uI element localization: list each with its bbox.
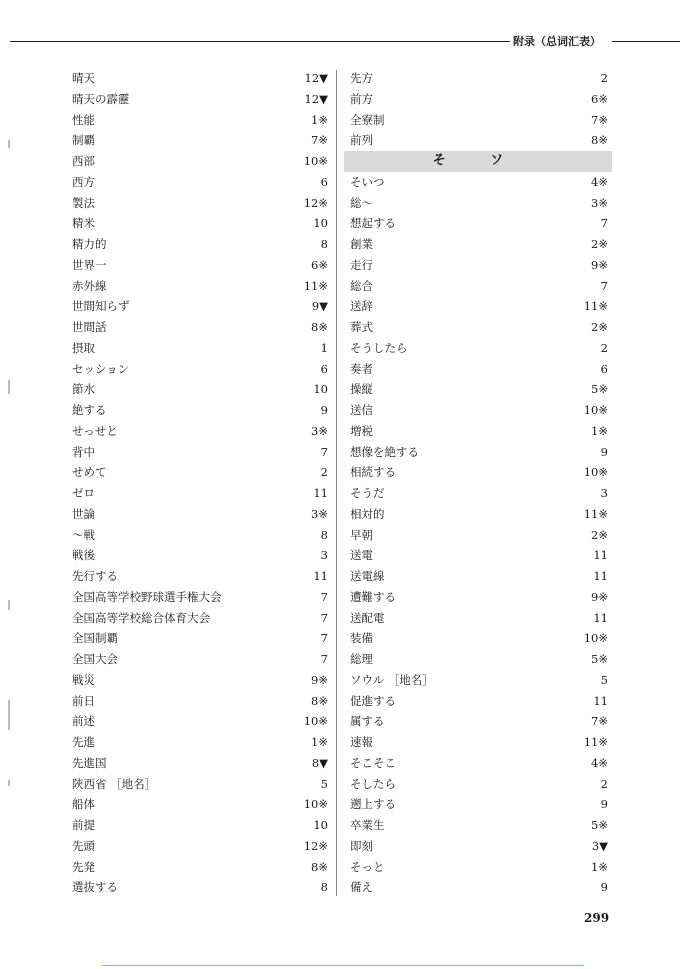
entry-lesson-number: 11 [593, 693, 608, 708]
glossary-entry [350, 442, 608, 463]
glossary-entry [72, 774, 328, 795]
entry-lesson-number: 3※ [591, 195, 608, 210]
entry-lesson-number: 7 [320, 652, 328, 666]
glossary-entry [72, 566, 328, 587]
entry-lesson-number: 9 [320, 403, 328, 417]
section-heading-so: そ ソ [344, 151, 612, 172]
glossary-entry [72, 400, 328, 421]
glossary-entry [350, 815, 608, 836]
glossary-entry [72, 857, 328, 878]
glossary-entry [350, 276, 608, 297]
entry-lesson-number: 8 [320, 527, 328, 542]
glossary-entry [350, 68, 608, 89]
entry-lesson-number: 8 [320, 237, 328, 251]
entry-lesson-number: 6 [320, 361, 328, 376]
glossary-entry [350, 794, 608, 815]
entry-lesson-number: 10※ [583, 631, 608, 646]
entry-lesson-number: 8▼ [311, 755, 328, 770]
entry-lesson-number: 8※ [311, 320, 328, 334]
entry-word: 前提 [72, 818, 95, 832]
entry-word: 先方 [350, 71, 373, 85]
entry-lesson-number: 3※ [311, 423, 328, 438]
entry-word: 西方 [72, 174, 95, 189]
entry-word: 送配電 [350, 610, 385, 625]
entry-lesson-number: 1※ [311, 112, 328, 127]
entry-lesson-number: 3 [320, 548, 328, 563]
entry-lesson-number: 6※ [591, 91, 608, 106]
entry-word: 精力的 [72, 237, 107, 251]
entry-lesson-number: 11 [313, 486, 328, 500]
entry-word: 先発 [72, 859, 95, 874]
glossary-entry [72, 234, 328, 255]
glossary-entry [350, 234, 608, 255]
glossary-entry [72, 421, 328, 442]
entry-word: 総合 [350, 278, 373, 293]
entry-lesson-number: 10※ [303, 154, 328, 168]
entry-lesson-number: 12※ [303, 838, 328, 853]
entry-lesson-number: 1※ [591, 859, 608, 874]
glossary-entry [350, 628, 608, 649]
entry-lesson-number: 8 [320, 880, 328, 895]
entry-word: 総～ [350, 195, 373, 210]
entry-lesson-number: 3▼ [591, 838, 608, 853]
entry-word: 船体 [72, 797, 95, 812]
glossary-entry [72, 608, 328, 629]
glossary-entry [72, 276, 328, 297]
entry-lesson-number: 9※ [591, 257, 608, 272]
entry-word: 送信 [350, 403, 373, 417]
glossary-entry [72, 213, 328, 234]
entry-word: 前述 [72, 714, 95, 729]
glossary-entry [72, 193, 328, 214]
entry-word: 世間知らず [72, 299, 130, 314]
glossary-entry [350, 566, 608, 587]
glossary-entry [350, 711, 608, 732]
glossary-entry [72, 89, 328, 110]
entry-word: 総理 [350, 652, 373, 666]
glossary-entry [72, 359, 328, 380]
glossary-entry [350, 421, 608, 442]
glossary-entry [72, 836, 328, 857]
entry-lesson-number: 12※ [303, 195, 328, 210]
entry-word: 想像を絶する [350, 444, 419, 459]
scan-artifacts [8, 80, 12, 880]
entry-word: 遡上する [350, 797, 396, 812]
glossary-entry [350, 670, 608, 691]
glossary-entry [72, 587, 328, 608]
entry-lesson-number: 1※ [591, 423, 608, 438]
glossary-entry [72, 794, 328, 815]
glossary-entry [72, 442, 328, 463]
entry-word: 属する [350, 714, 385, 729]
entry-word: 早朝 [350, 527, 373, 542]
glossary-entry [350, 857, 608, 878]
entry-word: 世論 [72, 506, 95, 521]
glossary-entry [350, 649, 608, 670]
glossary-entry [350, 110, 608, 131]
glossary-entry [350, 379, 608, 400]
entry-word: ゼロ [72, 486, 95, 500]
glossary-entry [72, 110, 328, 131]
entry-lesson-number: 6 [600, 361, 608, 376]
entry-lesson-number: 3 [600, 486, 608, 500]
entry-word: 全国高等学校野球選手権大会 [72, 589, 222, 604]
left-column [72, 68, 328, 898]
header-rule-right [612, 41, 680, 42]
entry-word: 送辞 [350, 299, 373, 314]
entry-word: ソウル ［地名］ [350, 672, 434, 687]
entry-lesson-number: 7 [320, 610, 328, 625]
entry-word: 西部 [72, 154, 95, 168]
entry-word: 装備 [350, 631, 373, 646]
entry-lesson-number: 10※ [303, 714, 328, 729]
entry-word: 世界一 [72, 257, 107, 272]
entry-word: 全国高等学校総合体育大会 [72, 610, 210, 625]
entry-lesson-number: 1※ [311, 735, 328, 749]
entry-lesson-number: 12▼ [304, 91, 328, 106]
entry-lesson-number: 11 [593, 610, 608, 625]
entry-word: 速報 [350, 735, 373, 749]
glossary-entry [72, 525, 328, 546]
glossary-entry [350, 836, 608, 857]
entry-word: 葬式 [350, 320, 373, 334]
glossary-entry [72, 172, 328, 193]
glossary-entry [72, 545, 328, 566]
entry-lesson-number: 7 [600, 278, 608, 293]
entry-word: 前日 [72, 693, 95, 708]
entry-word: 摂取 [72, 340, 95, 355]
entry-lesson-number: 8※ [311, 859, 328, 874]
entry-word: 戦災 [72, 672, 95, 687]
entry-word: 全国制覇 [72, 631, 118, 646]
entry-lesson-number: 9 [600, 444, 608, 459]
entry-word: ～戦 [72, 527, 95, 542]
entry-word: セッション [72, 361, 130, 376]
entry-lesson-number: 9※ [591, 589, 608, 604]
entry-word: 赤外線 [72, 278, 107, 293]
entry-lesson-number: 11※ [583, 735, 608, 749]
glossary-entry [72, 732, 328, 753]
entry-word: そいつ [350, 174, 385, 189]
entry-word: 節水 [72, 382, 95, 397]
entry-lesson-number: 7 [320, 444, 328, 459]
glossary-entry [72, 338, 328, 359]
entry-word: 走行 [350, 257, 373, 272]
entry-lesson-number: 10※ [583, 465, 608, 480]
glossary-entry [350, 483, 608, 504]
header-rule-left [10, 41, 510, 42]
entry-word: 送電 [350, 548, 373, 563]
entry-lesson-number: 10 [313, 216, 328, 231]
entry-lesson-number: 2※ [591, 237, 608, 251]
glossary-entry [72, 379, 328, 400]
glossary-entry [72, 877, 328, 898]
entry-word: 先進国 [72, 755, 107, 770]
entry-lesson-number: 11 [593, 569, 608, 583]
entry-word: 創業 [350, 237, 373, 251]
glossary-entry [72, 815, 328, 836]
entry-word: 相続する [350, 465, 396, 480]
entry-word: 晴天 [72, 71, 95, 85]
entry-word: そっと [350, 859, 385, 874]
entry-word: 全寮制 [350, 112, 385, 127]
entry-lesson-number: 11※ [303, 278, 328, 293]
glossary-entry [350, 587, 608, 608]
entry-lesson-number: 12▼ [304, 71, 328, 85]
entry-lesson-number: 4※ [591, 174, 608, 189]
right-column-top-entries [350, 68, 608, 151]
entry-word: 先行する [72, 569, 118, 583]
entry-lesson-number: 11※ [583, 299, 608, 314]
entry-word: 先頭 [72, 838, 95, 853]
entry-word: 操縦 [350, 382, 373, 397]
glossary-entry [350, 877, 608, 898]
entry-lesson-number: 7 [320, 589, 328, 604]
entry-word: そうしたら [350, 340, 408, 355]
entry-lesson-number: 2※ [591, 320, 608, 334]
entry-lesson-number: 9※ [311, 672, 328, 687]
entry-lesson-number: 11 [593, 548, 608, 563]
glossary-entry [72, 483, 328, 504]
glossary-entry [72, 649, 328, 670]
entry-word: 全国大会 [72, 652, 118, 666]
entry-word: 奏者 [350, 361, 373, 376]
entry-word: 遭難する [350, 589, 396, 604]
entry-lesson-number: 8※ [591, 133, 608, 148]
page-number [584, 911, 610, 925]
entry-lesson-number: 6 [320, 174, 328, 189]
glossary-entry [350, 753, 608, 774]
glossary-entry [72, 151, 328, 172]
entry-word: 想起する [350, 216, 396, 231]
entry-word: 制覇 [72, 133, 95, 148]
glossary-entry [72, 462, 328, 483]
entry-lesson-number: 8※ [311, 693, 328, 708]
entry-lesson-number: 9 [600, 797, 608, 812]
entry-lesson-number: 11※ [583, 506, 608, 521]
entry-word: 増税 [350, 423, 373, 438]
glossary-entry [350, 504, 608, 525]
glossary-entry [72, 68, 328, 89]
entry-lesson-number: 9 [600, 880, 608, 895]
glossary-entry [72, 753, 328, 774]
glossary-entry [350, 462, 608, 483]
glossary-entry [350, 400, 608, 421]
glossary-entry [72, 130, 328, 151]
entry-word: 世間話 [72, 320, 107, 334]
entry-word: 精米 [72, 216, 95, 231]
entry-word: 背中 [72, 444, 95, 459]
entry-lesson-number: 10 [313, 382, 328, 397]
entry-word: 選抜する [72, 880, 118, 895]
right-column [350, 68, 608, 898]
glossary-entry [350, 338, 608, 359]
entry-lesson-number: 7 [600, 216, 608, 231]
entry-lesson-number: 5※ [591, 818, 608, 832]
entry-lesson-number: 3※ [311, 506, 328, 521]
entry-lesson-number: 6※ [311, 257, 328, 272]
glossary-entry [350, 130, 608, 151]
entry-lesson-number: 5※ [591, 382, 608, 397]
glossary-entry [350, 213, 608, 234]
entry-lesson-number: 10※ [303, 797, 328, 812]
glossary-entry [72, 296, 328, 317]
entry-word: そうだ [350, 486, 385, 500]
glossary-entry [350, 608, 608, 629]
glossary-entry [350, 296, 608, 317]
entry-word: 備え [350, 880, 373, 895]
running-header: 附录（总词汇表） [513, 35, 601, 48]
glossary-entry [350, 89, 608, 110]
entry-lesson-number: 5 [320, 776, 328, 791]
entry-lesson-number: 2 [320, 465, 328, 480]
entry-lesson-number: 4※ [591, 755, 608, 770]
glossary-entry [350, 359, 608, 380]
glossary-entry [350, 317, 608, 338]
right-column-so-entries [350, 172, 608, 898]
glossary-entry [350, 525, 608, 546]
glossary-entry [72, 691, 328, 712]
entry-word: 相対的 [350, 506, 385, 521]
glossary-entry [350, 732, 608, 753]
entry-lesson-number: 9▼ [311, 299, 328, 314]
entry-word: 性能 [72, 112, 95, 127]
entry-lesson-number: 10※ [583, 403, 608, 417]
entry-word: 卒業生 [350, 818, 385, 832]
glossary-entry [350, 172, 608, 193]
entry-lesson-number: 7※ [311, 133, 328, 148]
entry-word: 促進する [350, 693, 396, 708]
glossary-entry [350, 691, 608, 712]
glossary-entry [350, 193, 608, 214]
glossary-entry [72, 670, 328, 691]
entry-word: 先進 [72, 735, 95, 749]
glossary-entry [350, 255, 608, 276]
entry-lesson-number: 2※ [591, 527, 608, 542]
glossary-entry [72, 711, 328, 732]
footer-rule [102, 965, 584, 966]
glossary-entry [72, 504, 328, 525]
entry-word: せっせと [72, 423, 118, 438]
glossary-entry [72, 317, 328, 338]
entry-word: 陝西省 ［地名］ [72, 776, 157, 791]
glossary-entry [72, 255, 328, 276]
entry-lesson-number: 5※ [591, 652, 608, 666]
column-divider [336, 70, 337, 896]
glossary-entry [350, 774, 608, 795]
entry-word: 即刻 [350, 838, 373, 853]
entry-lesson-number: 10 [313, 818, 328, 832]
entry-lesson-number: 2 [600, 340, 608, 355]
entry-lesson-number: 7※ [591, 714, 608, 729]
entry-word: 絶する [72, 403, 107, 417]
entry-lesson-number: 7※ [591, 112, 608, 127]
page-number-text: 299 [584, 911, 610, 925]
entry-lesson-number: 2 [600, 776, 608, 791]
glossary-entry [350, 545, 608, 566]
entry-word: 前方 [350, 91, 373, 106]
entry-word: 戦後 [72, 548, 95, 563]
entry-word: せめて [72, 465, 107, 480]
entry-lesson-number: 1 [320, 340, 328, 355]
entry-lesson-number: 2 [600, 71, 608, 85]
entry-lesson-number: 7 [320, 631, 328, 646]
glossary-entry [72, 628, 328, 649]
entry-lesson-number: 5 [600, 672, 608, 687]
entry-word: そしたら [350, 776, 396, 791]
entry-lesson-number: 11 [313, 569, 328, 583]
entry-word: 前列 [350, 133, 373, 148]
entry-word: 製法 [72, 195, 95, 210]
entry-word: 送電線 [350, 569, 385, 583]
entry-word: そこそこ [350, 755, 396, 770]
entry-word: 晴天の霹靂 [72, 91, 130, 106]
